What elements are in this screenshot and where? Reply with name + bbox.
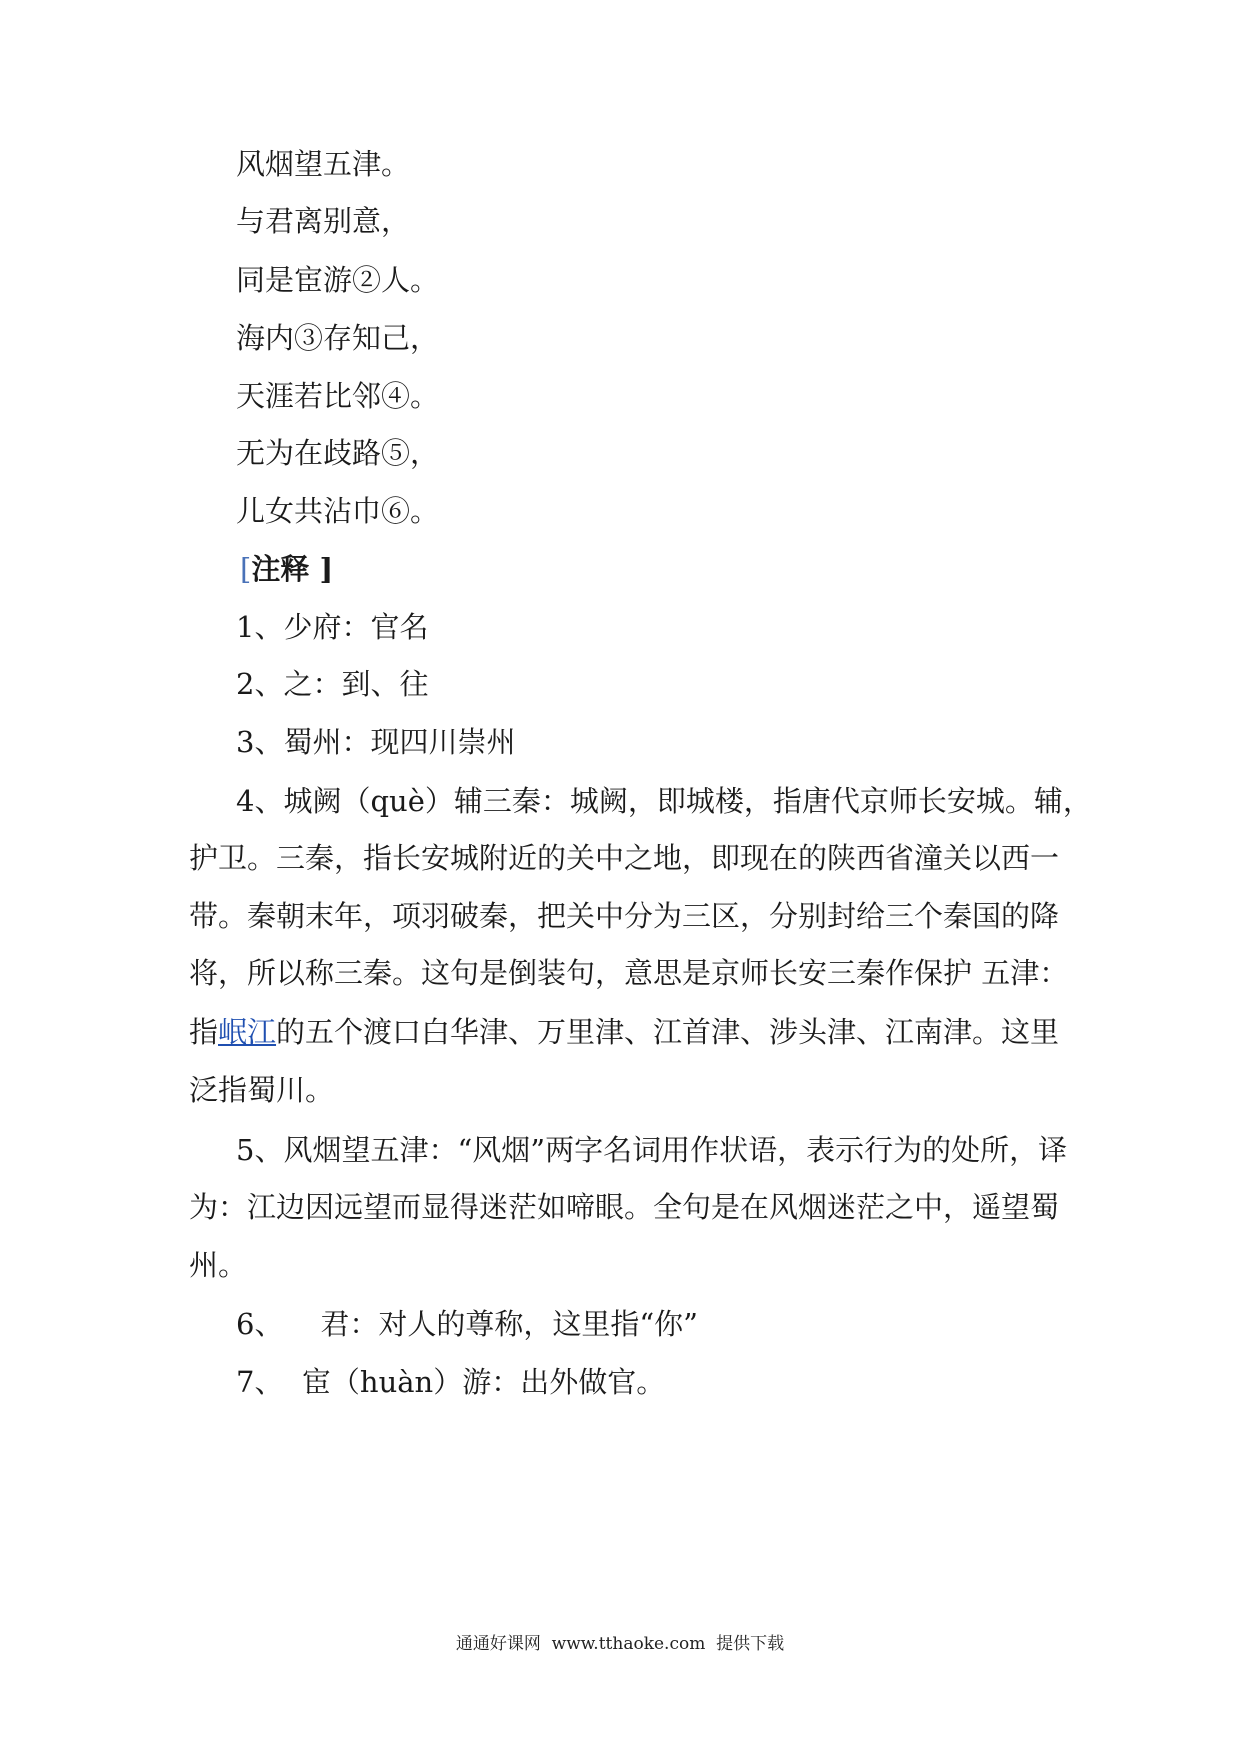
poem-line-1: 风烟望五津。 <box>236 147 411 181</box>
note-2: 2、之：到、往 <box>236 667 429 701</box>
heading-bracket-close: ] <box>309 552 334 586</box>
note-1: 1、少府：官名 <box>236 610 429 644</box>
note-4-line-6: 泛指蜀川。 <box>189 1073 335 1107</box>
note-7: 7、 宦（huàn）游：出外做官。 <box>236 1365 666 1399</box>
note-4-line-3: 带。秦朝末年，项羽破秦，把关中分为三区，分别封给三个秦国的降 <box>189 899 1060 933</box>
poem-line-3: 同是宦游②人。 <box>236 263 440 297</box>
heading-bracket-open: [ <box>240 552 252 586</box>
poem-line-7: 儿女共沾巾⑥。 <box>236 494 440 528</box>
note-4-line-5-post: 的五个渡口白华津、万里津、江首津、涉头津、江南津。这里 <box>276 1015 1060 1049</box>
note-5-line-1: 5、风烟望五津：“风烟”两字名词用作状语，表示行为的处所，译 <box>236 1133 1068 1167</box>
note-5-line-2: 为：江边因远望而显得迷茫如啼眼。全句是在风烟迷茫之中，遥望蜀 <box>189 1190 1060 1224</box>
note-6: 6、 君：对人的尊称，这里指“你” <box>236 1307 698 1341</box>
note-3: 3、蜀州：现四川崇州 <box>236 725 516 759</box>
poem-line-6: 无为在歧路⑤， <box>236 436 440 470</box>
page-footer: 通通好课网 www.tthaoke.com 提供下载 <box>455 1634 785 1654</box>
note-4-line-4: 将，所以称三秦。这句是倒装句，意思是京师长安三秦作保护 五津： <box>189 956 1069 990</box>
minjiang-link[interactable]: 岷江 <box>218 1015 277 1049</box>
poem-line-2: 与君离别意， <box>236 204 411 238</box>
heading-title: 注释 <box>251 552 310 586</box>
notes-heading <box>240 549 333 589</box>
note-5-line-3: 州。 <box>189 1248 248 1282</box>
note-4-line-5-pre: 指 <box>189 1015 219 1049</box>
note-4-line-5 <box>189 1012 1060 1052</box>
note-4-line-2: 护卫。三秦，指长安城附近的关中之地，即现在的陕西省潼关以西一 <box>189 841 1060 875</box>
note-4-line-1: 4、城阙（què）辅三秦：城阙，即城楼，指唐代京师长安城。辅， <box>236 784 1092 818</box>
poem-line-5: 天涯若比邻④。 <box>236 379 440 413</box>
poem-line-4: 海内③存知己， <box>236 321 440 355</box>
